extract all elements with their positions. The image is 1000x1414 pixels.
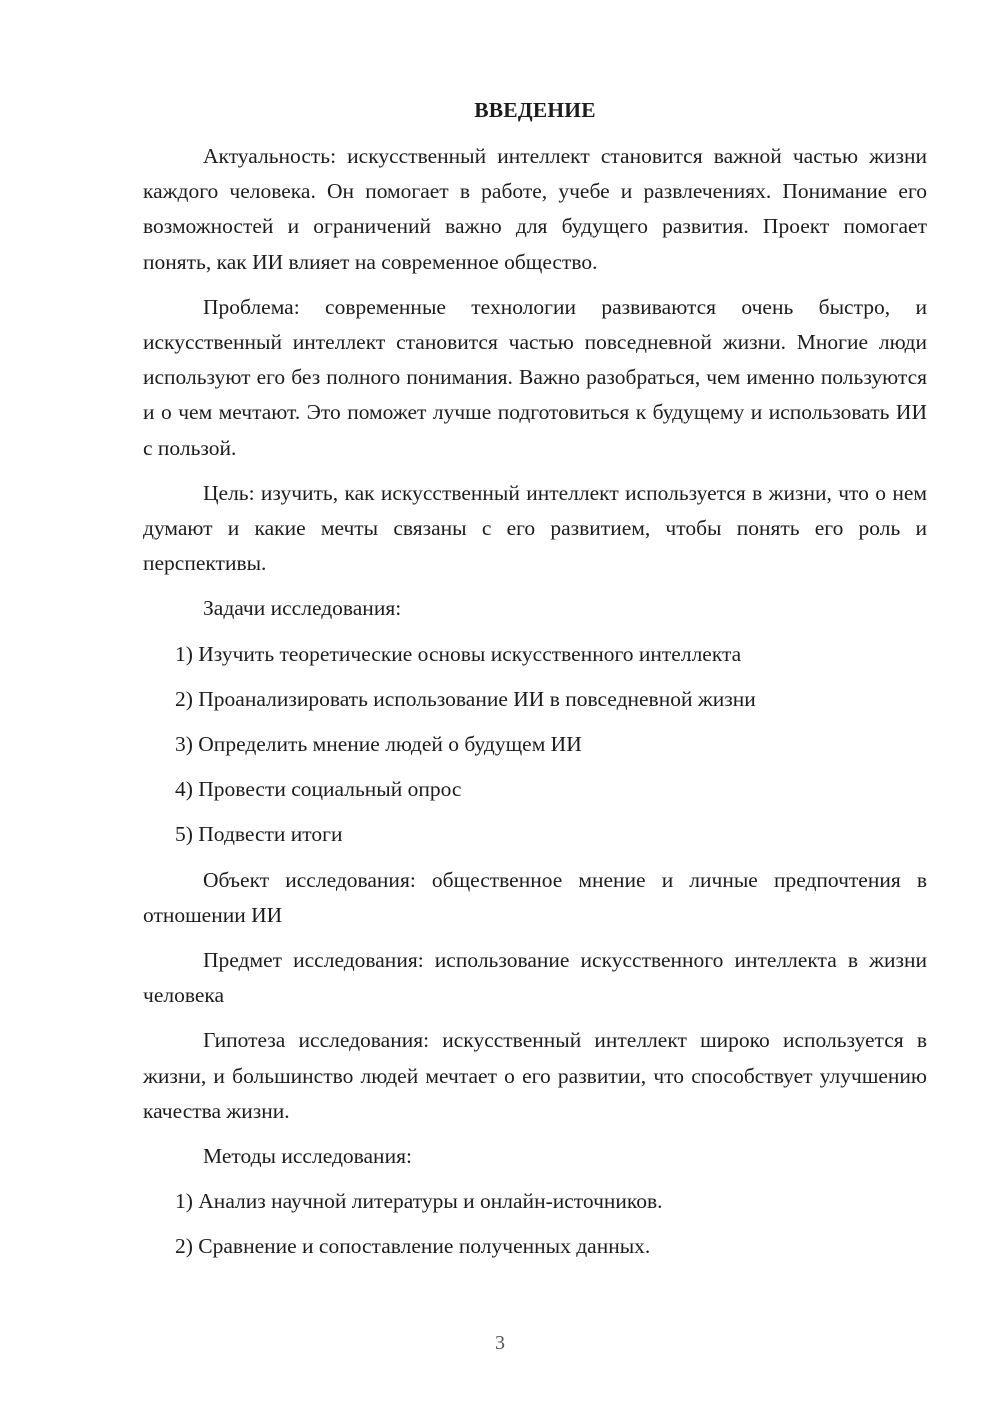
hypothesis-paragraph: Гипотеза исследования: искусственный интеллект широко используется в жизни, и большинство людей мечтает о его развитии, что способствует улучшению качества жизни. [143, 1028, 927, 1123]
task-item: 4) Провести социальный опрос [175, 777, 462, 802]
task-item: 2) Проанализировать использование ИИ в повседневной жизни [175, 686, 756, 711]
relevance-paragraph: Актуальность: искусственный интеллект становится важной частью жизни каждого человека. Он помогает в работе, учебе и развлечениях. Понимание его возможностей и ограничений важно для будущего развития. Проект помогает понять, как ИИ влияет на современное общество. [143, 144, 927, 274]
methods-list [143, 1184, 927, 1264]
task-item: 1) Изучить теоретические основы искусственного интеллекта [175, 641, 742, 666]
task-item: 5) Подвести итоги [175, 822, 343, 847]
tasks-heading: Задачи исследования: [203, 596, 402, 621]
method-item: 1) Анализ научной литературы и онлайн-источников. [175, 1189, 663, 1214]
subject-paragraph: Предмет исследования: использование искусственного интеллекта в жизни человека [143, 948, 927, 1008]
tasks-list [143, 637, 927, 853]
method-item: 2) Сравнение и сопоставление полученных данных. [175, 1234, 651, 1259]
goal-paragraph: Цель: изучить, как искусственный интеллект используется в жизни, что о нем думают и какие мечты связаны с его развитием, чтобы понять его роль и перспективы. [143, 480, 927, 576]
object-paragraph: Объект исследования: общественное мнение и личные предпочтения в отношении ИИ [143, 867, 927, 927]
section-title: ВВЕДЕНИЕ [474, 98, 596, 122]
document-page [143, 94, 927, 1275]
methods-heading: Методы исследования: [203, 1144, 412, 1169]
task-item: 3) Определить мнение людей о будущем ИИ [175, 732, 582, 757]
page-number: 3 [495, 1332, 505, 1354]
problem-paragraph: Проблема: современные технологии развиваются очень быстро, и искусственный интеллект становится частью повседневной жизни. Многие люди используют его без полного понимания. Важно разобраться, чем именно пользуются и о чем мечтают. Это поможет лучше подготовиться к будущему и использовать ИИ с пользой. [143, 294, 927, 460]
